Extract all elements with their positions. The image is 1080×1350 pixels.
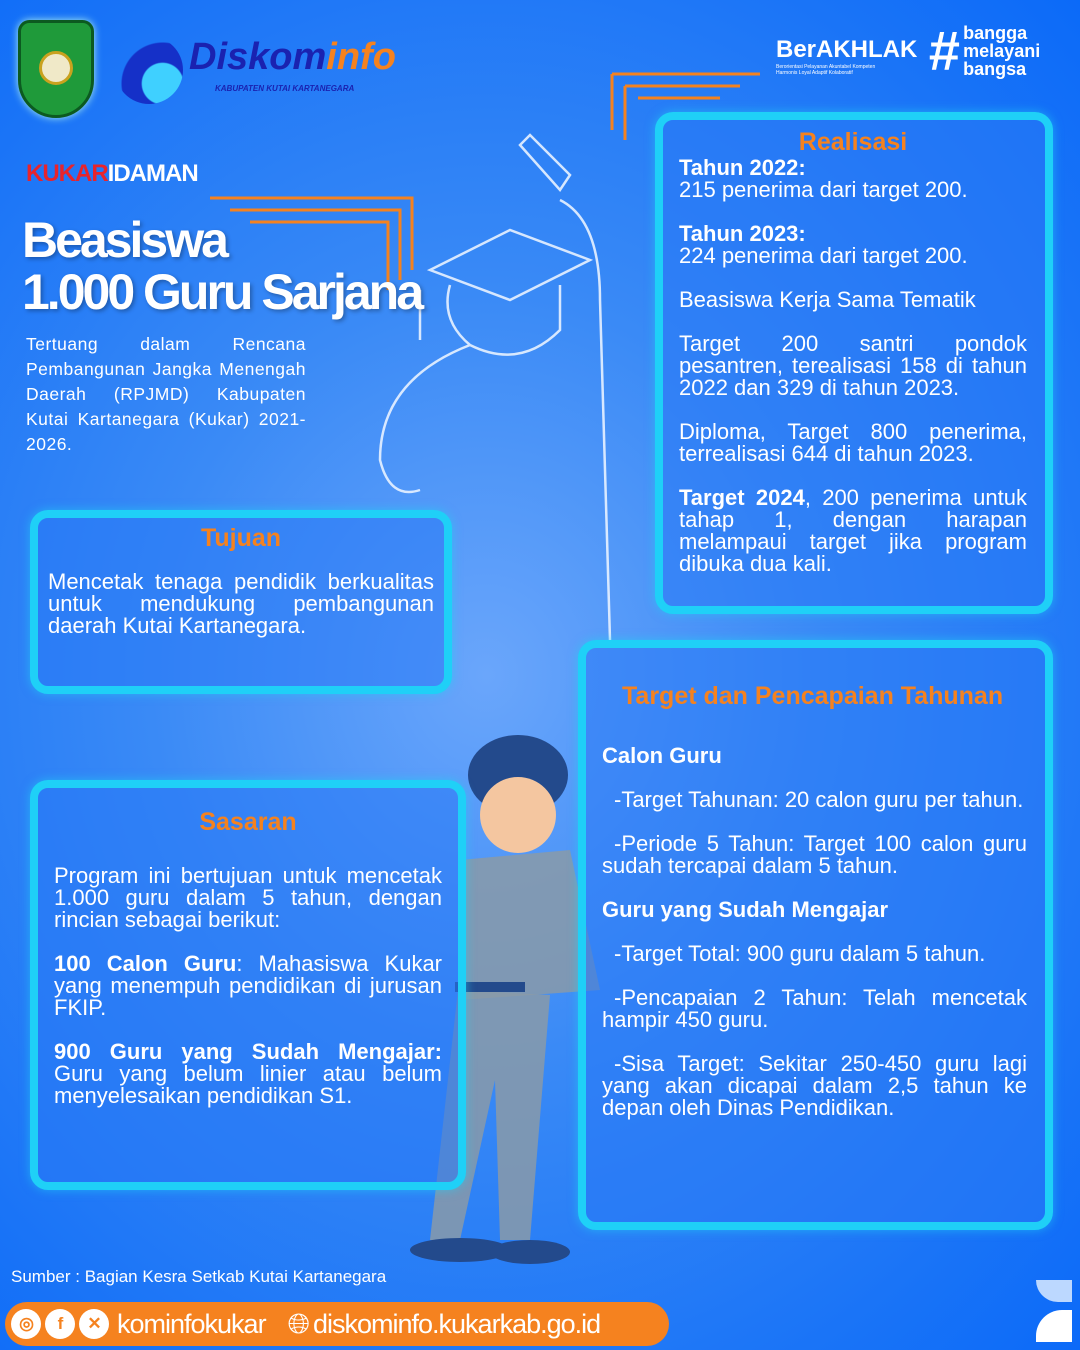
realisasi-santri: Target 200 santri pondok pesantren, terealisasi 158 di tahun 2022 dan 329 di tahun 2023. (679, 331, 1027, 400)
realisasi-box (655, 112, 1053, 614)
item-bold: 100 Calon Guru (54, 951, 237, 976)
globe-icon: 🌐︎ (287, 1307, 309, 1339)
berakhlak-title: BerAKHLAK (776, 36, 918, 63)
title-line-2: 1.000 Guru Sarjana (22, 264, 422, 320)
guru-mengajar-heading: Guru yang Sudah Mengajar (602, 897, 889, 922)
target-heading: Target dan Pencapaian Tahunan (622, 682, 1004, 710)
tujuan-text: Mencetak tenaga pendidik berkualitas untuk mendukung pembangunan daerah Kutai Kartanegara. (48, 569, 434, 638)
bangga-line: bangga (963, 23, 1028, 43)
social-bar (5, 1302, 669, 1346)
calon-guru-heading: Calon Guru (602, 743, 722, 768)
year-label: Tahun 2022: (679, 155, 806, 180)
sasaran-item-calon-guru (54, 953, 442, 1019)
page-title (22, 214, 421, 318)
sasaran-item-guru-mengajar (54, 1041, 442, 1107)
berakhlak-sub2: Harmonis Loyal Adaptif Kolaboratif (776, 70, 853, 76)
target-text: , 200 penerima untuk tahap 1, dengan harapan melampaui target jika program dibuka dua kali. (679, 485, 1027, 576)
source-text: Sumber : Bagian Kesra Setkab Kutai Kartanegara (11, 1267, 387, 1286)
corner-logo (1036, 1280, 1072, 1342)
tujuan-heading: Tujuan (200, 524, 282, 552)
bangga-line: bangsa (963, 59, 1027, 79)
realisasi-heading: Realisasi (798, 128, 908, 156)
berakhlak-sub: Berorientasi Pelayanan Akuntabel Kompeten (776, 64, 876, 70)
website-link[interactable]: diskominfo.kukarkab.go.id (312, 1308, 601, 1339)
guru-mengajar-2: -Pencapaian 2 Tahun: Telah mencetak hampir 450 guru. (602, 985, 1027, 1032)
guru-mengajar-1: -Target Total: 900 guru dalam 5 tahun. (614, 941, 986, 966)
hero-description: Tertuang dalam Rencana Pembangunan Jangka Menengah Daerah (RPJMD) Kabupaten Kutai Kartanegara (Kukar) 2021-2026. (26, 334, 306, 454)
hashtag-icon: # (928, 19, 960, 82)
sasaran-intro: Program ini bertujuan untuk mencetak 1.000 guru dalam 5 tahun, dengan rincian sebagai berikut: (54, 863, 442, 932)
diskominfo-name-accent: info (326, 36, 396, 78)
social-handle[interactable]: kominfokukar (117, 1308, 266, 1339)
realisasi-2022 (679, 157, 1027, 201)
diskominfo-name: Diskom (189, 36, 327, 78)
year-text: 224 penerima dari target 200. (679, 243, 968, 268)
realisasi-2024 (679, 487, 1027, 575)
calon-guru-1: -Target Tahunan: 20 calon guru per tahun. (614, 787, 1024, 812)
item-bold: 900 Guru yang Sudah Mengajar: (54, 1039, 442, 1064)
section-tag (26, 160, 198, 188)
realisasi-2023 (679, 223, 1027, 267)
realisasi-diploma: Diploma, Target 800 penerima, terrealisasi 644 di tahun 2023. (679, 419, 1027, 466)
facebook-icon[interactable]: f (45, 1309, 75, 1339)
calon-guru-2: -Periode 5 Tahun: Target 100 calon guru sudah tercapai dalam 5 tahun. (602, 831, 1027, 878)
instagram-icon[interactable]: ◎ (11, 1309, 41, 1339)
guru-mengajar-3: -Sisa Target: Sekitar 250-450 guru lagi yang akan dicapai dalam 2,5 tahun ke depan oleh Dinas Pendidikan. (602, 1051, 1027, 1120)
tujuan-box (30, 510, 452, 694)
year-text: 215 penerima dari target 200. (679, 177, 968, 202)
tag-idaman: IDAMAN (107, 160, 198, 187)
target-box (578, 640, 1053, 1230)
year-label: Tahun 2023: (679, 221, 806, 246)
tag-kukar: KUKAR (26, 160, 108, 187)
x-twitter-icon[interactable]: ✕ (79, 1309, 109, 1339)
item-text: Guru yang belum linier atau belum menyelesaikan pendidikan S1. (54, 1061, 442, 1108)
realisasi-tematik: Beasiswa Kerja Sama Tematik (679, 287, 976, 312)
diskominfo-subtitle: KABUPATEN KUTAI KARTANEGARA (215, 84, 355, 93)
sasaran-heading: Sasaran (199, 808, 297, 836)
target-bold: Target 2024 (679, 485, 805, 510)
item-text: : Mahasiswa Kukar yang menempuh pendidikan di jurusan FKIP. (54, 951, 442, 1020)
bangga-line: melayani (963, 41, 1041, 61)
sasaran-box (30, 780, 466, 1190)
title-line-1: Beasiswa (22, 212, 226, 268)
